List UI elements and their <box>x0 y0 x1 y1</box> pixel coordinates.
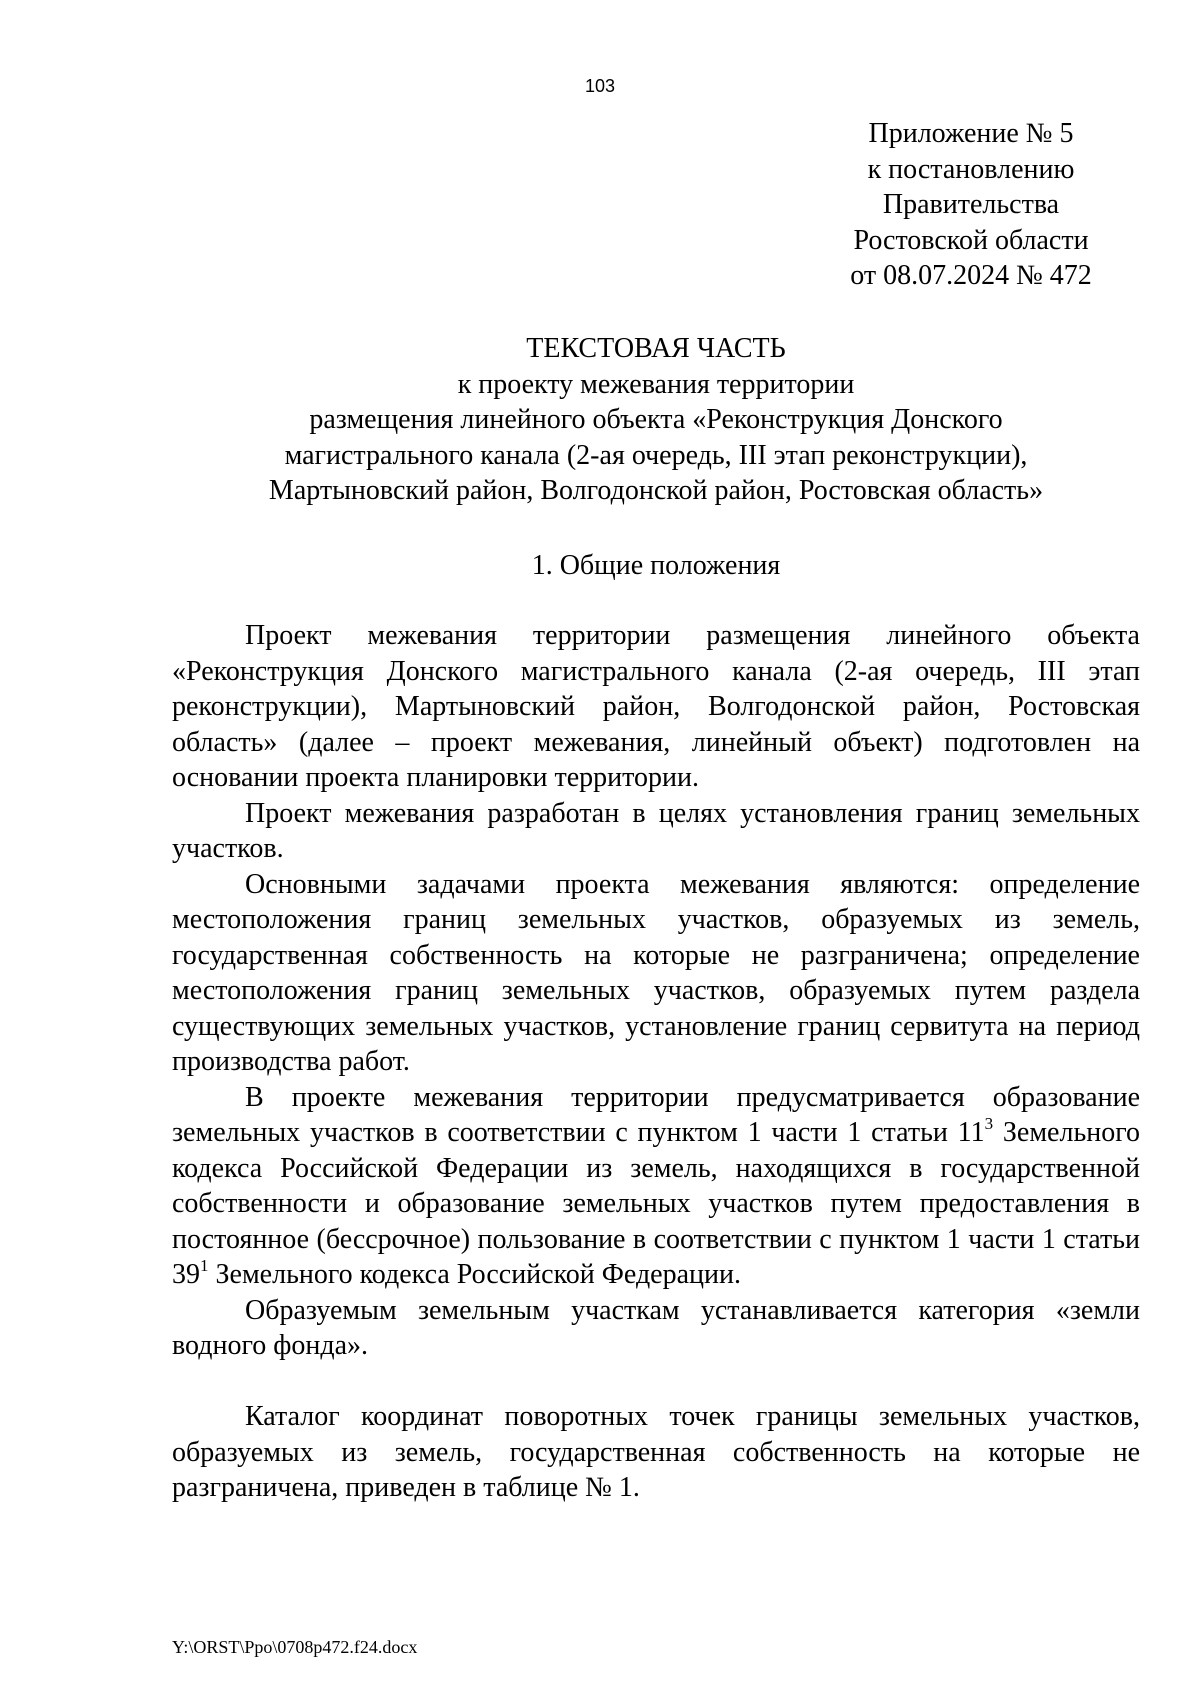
title-line: к проекту межевания территории <box>457 368 855 400</box>
footer-file-path: Y:\ORST\Ppo\0708p472.f24.docx <box>172 1637 418 1657</box>
paragraph-text: Земельного кодекса Российской Федерации. <box>208 1259 741 1290</box>
appendix-line: Ростовской области <box>853 224 1089 256</box>
paragraph-text: В проекте межевания территории предусматривается образование земельных участков в соответствии с пунктом 1 части 1 статьи 11 <box>172 1081 1140 1148</box>
body-text <box>172 618 1140 1506</box>
appendix-line: к постановлению <box>867 153 1075 185</box>
appendix-block <box>830 116 1112 294</box>
appendix-line: от 08.07.2024 № 472 <box>850 260 1092 291</box>
paragraph: Проект межевания разработан в целях установления границ земельных участков. <box>172 797 1140 864</box>
section-heading: 1. Общие положения <box>531 550 781 581</box>
appendix-line: Приложение № 5 <box>868 118 1074 149</box>
paragraph: Образуемым земельным участкам устанавливается категория «земли водного фонда». <box>172 1294 1140 1361</box>
title-line: размещения линейного объекта «Реконструкция Донского <box>309 404 1003 435</box>
title-line: Мартыновский район, Волгодонской район, Ростовская область» <box>268 475 1044 506</box>
appendix-line: Правительства <box>882 189 1060 220</box>
superscript: 3 <box>984 1113 994 1133</box>
page-number: 103 <box>584 76 616 96</box>
title-heading: ТЕКСТОВАЯ ЧАСТЬ <box>526 333 786 364</box>
document-title <box>172 331 1140 509</box>
paragraph-text: Земельного кодекса Российской Федерации из земель, находящихся в государственной собственности и образование земельных участков путем предоставления в постоянное (бессрочное) пользование в соответствии с пунктом 1 части 1 статьи 39 <box>172 1117 1140 1290</box>
paragraph: Основными задачами проекта межевания являются: определение местоположения границ земельных участков, образуемых из земель, государственная собственность на которые не разграничена; определение местоположения границ земельных участков, образуемых путем раздела существующих земельных участков, установление границ сервитута на период производства работ. <box>172 868 1140 1077</box>
title-line: магистрального канала (2-ая очередь, III этап реконструкции), <box>284 439 1028 471</box>
paragraph <box>172 1080 1140 1293</box>
paragraph: Проект межевания территории размещения линейного объекта «Реконструкция Донского магистрального канала (2-ая очередь, III этап реконструкции), Мартыновский район, Волгодонской район, Ростовская область» (далее – проект межевания, линейный объект) подготовлен на основании проекта планировки территории. <box>172 620 1140 793</box>
superscript: 1 <box>200 1255 209 1275</box>
paragraph: Каталог координат поворотных точек границы земельных участков, образуемых из земель, государственная собственность на которые не разграничена, приведен в таблице № 1. <box>172 1401 1140 1503</box>
